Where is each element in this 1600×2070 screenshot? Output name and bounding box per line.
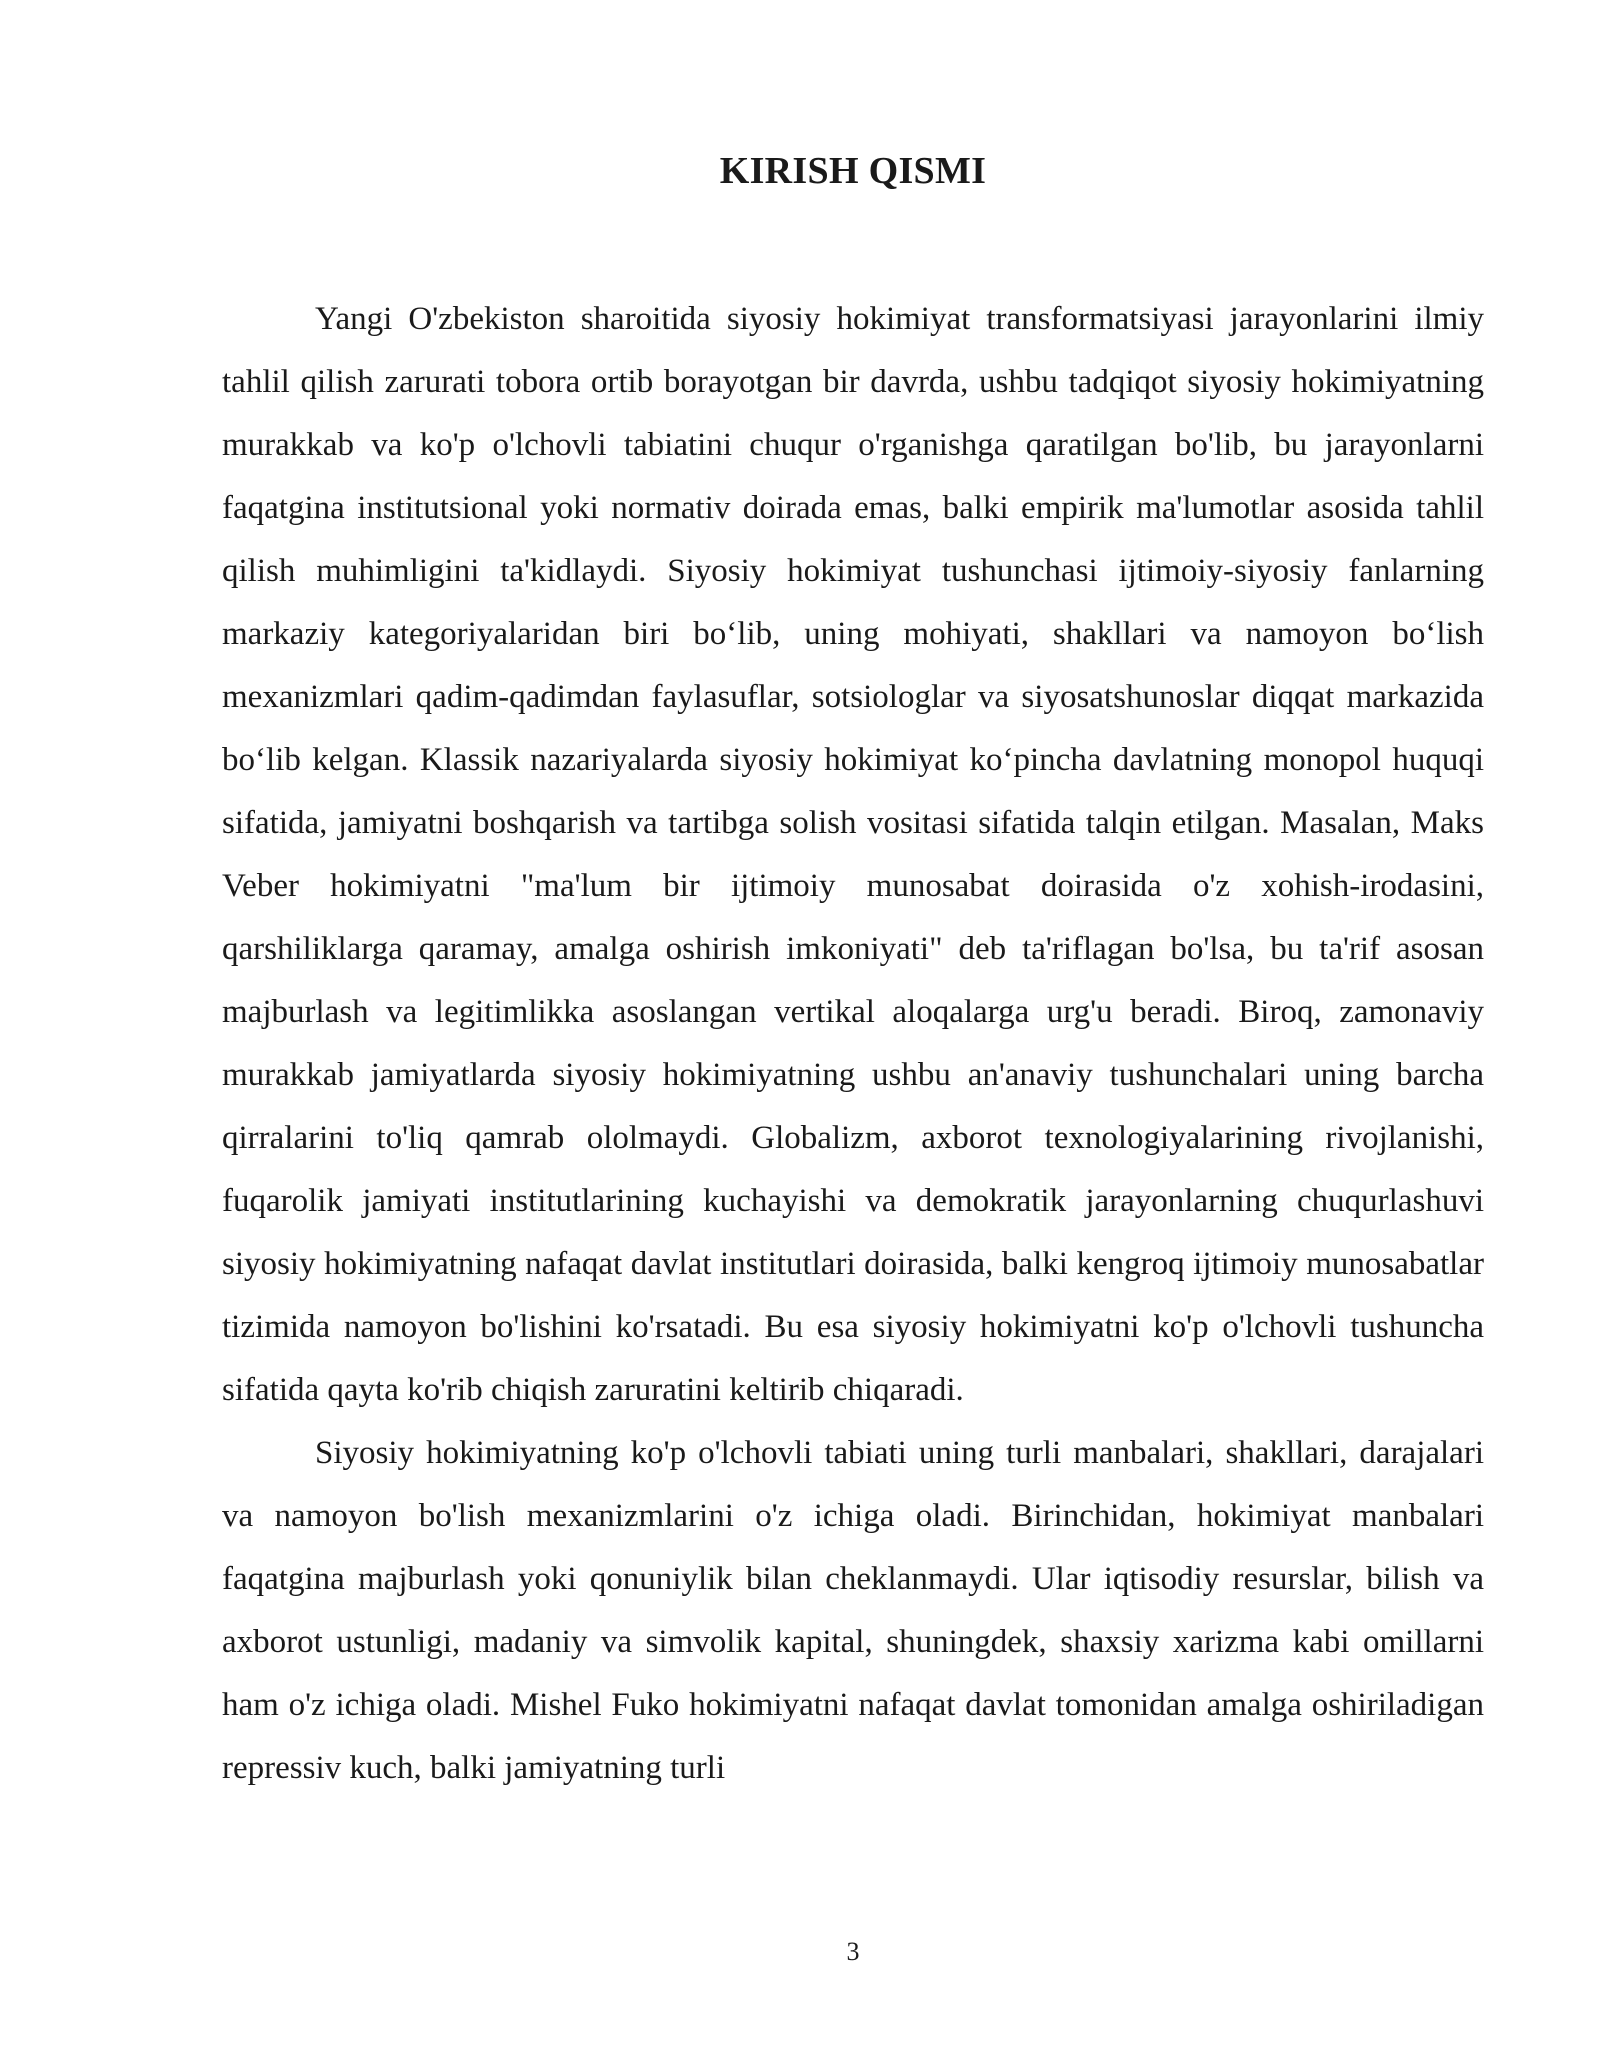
page-number: 3 [846, 1937, 860, 1966]
page-title: KIRISH QISMI [719, 150, 987, 192]
paragraph-2: Siyosiy hokimiyatning ko'p o'lchovli tabiati uning turli manbalari, shakllari, darajalari va namoyon bo'lish mexanizmlarini o'z ichiga oladi. Birinchidan, hokimiyat manbalari faqatgina majburlash yoki qonuniylik bilan cheklanmaydi. Ular iqtisodiy resurslar, bilish va axborot ustunligi, madaniy va simvolik kapital, shuningdek, shaxsiy xarizma kabi omillarni ham o'z ichiga oladi. Mishel Fuko hokimiyatni nafaqat davlat tomonidan amalga oshiriladigan repressiv kuch, balki jamiyatning turli [222, 1435, 1484, 1786]
body-text [222, 288, 1484, 1800]
paragraph-1: Yangi O'zbekiston sharoitida siyosiy hokimiyat transformatsiyasi jarayonlarini ilmiy tahlil qilish zarurati tobora ortib borayotgan bir davrda, ushbu tadqiqot siyosiy hokimiyatning murakkab va ko'p o'lchovli tabiatini chuqur o'rganishga qaratilgan bo'lib, bu jarayonlarni faqatgina institutsional yoki normativ doirada emas, balki empirik ma'lumotlar asosida tahlil qilish muhimligini ta'kidlaydi. Siyosiy hokimiyat tushunchasi ijtimoiy-siyosiy fanlarning markaziy kategoriyalaridan biri bo‘lib, uning mohiyati, shakllari va namoyon bo‘lish mexanizmlari qadim-qadimdan faylasuflar, sotsiologlar va siyosatshunoslar diqqat markazida bo‘lib kelgan. Klassik nazariyalarda siyosiy hokimiyat ko‘pincha davlatning monopol huquqi sifatida, jamiyatni boshqarish va tartibga solish vositasi sifatida talqin etilgan. Masalan, Maks Veber hokimiyatni "ma'lum bir ijtimoiy munosabat doirasida o'z xohish-irodasini, qarshiliklarga qaramay, amalga oshirish imkoniyati" deb ta'riflagan bo'lsa, bu ta'rif asosan majburlash va legitimlikka asoslangan vertikal aloqalarga urg'u beradi. Biroq, zamonaviy murakkab jamiyatlarda siyosiy hokimiyatning ushbu an'anaviy tushunchalari uning barcha qirralarini to'liq qamrab ololmaydi. Globalizm, axborot texnologiyalarining rivojlanishi, fuqarolik jamiyati institutlarining kuchayishi va demokratik jarayonlarning chuqurlashuvi siyosiy hokimiyatning nafaqat davlat institutlari doirasida, balki kengroq ijtimoiy munosabatlar tizimida namoyon bo'lishini ko'rsatadi. Bu esa siyosiy hokimiyatni ko'p o'lchovli tushuncha sifatida qayta ko'rib chiqish zaruratini keltirib chiqaradi. [222, 301, 1484, 1408]
